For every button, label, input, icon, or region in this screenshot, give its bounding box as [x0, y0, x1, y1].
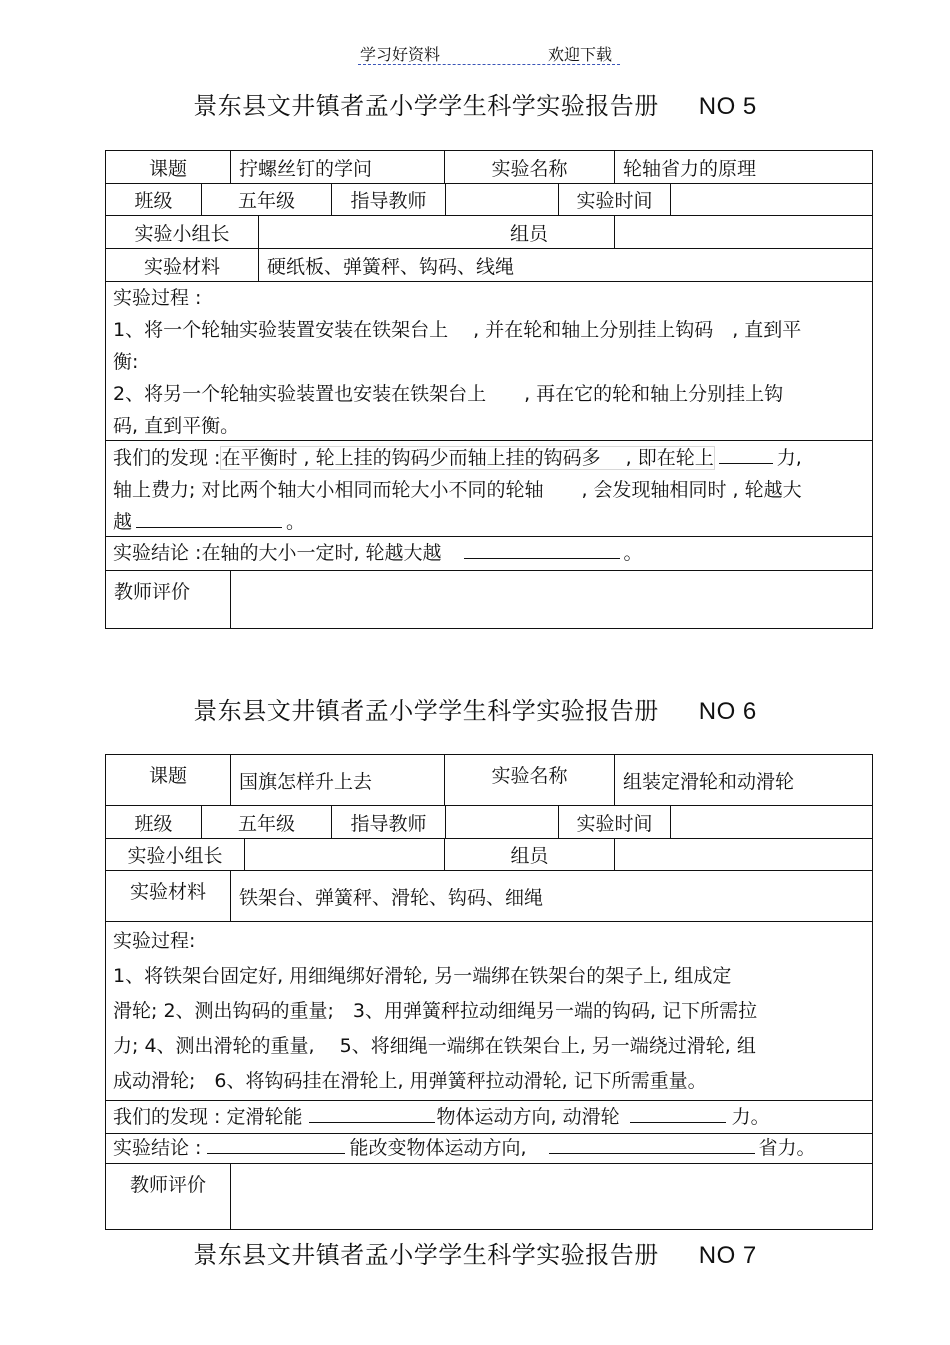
- finding-section: [113, 442, 866, 538]
- exp-name-value: 组装定滑轮和动滑轮: [614, 755, 872, 805]
- eval-value: [230, 571, 872, 628]
- member-value: [614, 216, 872, 248]
- report6-table: [105, 754, 873, 1230]
- header-left-text: 学习好资料: [360, 45, 441, 64]
- finding-blank-2: [136, 509, 282, 528]
- conclusion-blank: [207, 1135, 345, 1154]
- finding-line3-start: 越: [113, 511, 133, 533]
- member-label: 组员: [509, 222, 548, 245]
- conclusion-text: 在轴的大小一定时, 轮越大越: [201, 542, 442, 564]
- process-line: 1、将一个轮轴实验装置安装在铁架台上 , 并在轮和轴上分别挂上钩码 , 直到平: [113, 319, 802, 341]
- finding-text-mid: 物体运动方向, 动滑轮: [436, 1106, 620, 1128]
- report5-table: [105, 150, 873, 629]
- topic-label: 课题: [148, 157, 187, 180]
- time-value: [670, 806, 872, 838]
- report6-row-topic: [106, 755, 872, 806]
- report5-row-leader: [106, 216, 872, 249]
- report5-row-eval: [106, 571, 872, 628]
- report5-row-materials: [106, 249, 872, 282]
- conclusion-end: 。: [623, 542, 643, 564]
- report6-number: NO 6: [698, 698, 757, 725]
- finding-label: 我们的发现 :: [113, 1106, 221, 1128]
- materials-value: 铁架台、弹簧秤、滑轮、钩码、细绳: [230, 871, 872, 921]
- finding-line2: 轴上费力; 对比两个轴大小相同而轮大小不同的轮轴 , 会发现轴相同时 , 轮越大: [113, 479, 802, 501]
- leader-label: 实验小组长: [127, 845, 223, 867]
- finding-text: 在平衡时 , 轮上挂的钩码少而轴上挂的钩码多 , 即在轮上: [221, 447, 714, 469]
- finding-section: [113, 1101, 866, 1133]
- report6-row-finding: [106, 1101, 872, 1134]
- conclusion-end: 省力。: [758, 1137, 816, 1159]
- conclusion-label: 实验结论 :: [113, 542, 202, 564]
- class-value: 五年级: [201, 806, 331, 838]
- member-value: [614, 839, 872, 870]
- process-label: 实验过程:: [113, 930, 196, 952]
- time-label: 实验时间: [558, 806, 670, 838]
- teacher-value: [445, 806, 558, 838]
- finding-label: 我们的发现 :: [113, 447, 221, 469]
- finding-line3-end: 。: [286, 511, 306, 533]
- finding-text: 定滑轮能: [226, 1106, 303, 1128]
- class-label: 班级: [134, 190, 173, 212]
- conclusion-blank: [464, 540, 620, 559]
- report6-row-eval: [106, 1164, 872, 1229]
- eval-label: 教师评价: [114, 581, 191, 603]
- report5-row-class: [106, 184, 872, 216]
- report5-number: NO 5: [698, 93, 757, 120]
- eval-value: [230, 1164, 872, 1229]
- conclusion-section: [113, 1132, 866, 1164]
- report5-title: [0, 86, 950, 121]
- conclusion-section: [113, 537, 866, 569]
- process-label: 实验过程 :: [113, 287, 202, 309]
- eval-label: 教师评价: [129, 1174, 206, 1196]
- report7-title: [0, 1235, 950, 1270]
- process-section: [113, 282, 866, 442]
- finding-text-end: 力,: [776, 447, 802, 469]
- process-line: 成动滑轮; 6、将钩码挂在滑轮上, 用弹簧秤拉动滑轮, 记下所需重量。: [113, 1070, 707, 1092]
- materials-label: 实验材料: [129, 881, 206, 903]
- exp-name-label: 实验名称: [444, 151, 614, 183]
- header-divider: [358, 64, 620, 65]
- report5-row-finding: [106, 441, 872, 537]
- exp-name-label: 实验名称: [444, 755, 614, 805]
- class-value: 五年级: [201, 184, 331, 215]
- finding-blank: [309, 1104, 435, 1123]
- process-line: 滑轮; 2、测出钩码的重量; 3、用弹簧秤拉动细绳另一端的钩码, 记下所需拉: [113, 1000, 758, 1022]
- materials-value: 硬纸板、弹簧秤、钩码、线绳: [258, 249, 872, 281]
- header-right-text: 欢迎下载: [548, 45, 613, 64]
- process-section: [113, 924, 866, 1099]
- report7-title-text: 景东县文井镇者孟小学学生科学实验报告册: [193, 1241, 659, 1269]
- teacher-label: 指导教师: [331, 806, 445, 838]
- report6-row-materials: [106, 871, 872, 922]
- report6-row-process: [106, 922, 872, 1101]
- time-value: [670, 184, 872, 215]
- leader-label: 实验小组长: [134, 222, 230, 245]
- process-line: 2、将另一个轮轴实验装置也安装在铁架台上 , 再在它的轮和轴上分别挂上钩: [113, 383, 784, 405]
- exp-name-value: 轮轴省力的原理: [614, 151, 872, 183]
- report5-row-topic: [106, 151, 872, 184]
- topic-value: 拧螺丝钉的学问: [230, 151, 444, 183]
- process-line: 衡:: [113, 351, 139, 373]
- finding-blank: [719, 445, 773, 464]
- teacher-label: 指导教师: [331, 184, 445, 215]
- finding-text-end: 力。: [731, 1106, 770, 1128]
- conclusion-blank-2: [549, 1135, 755, 1154]
- process-line: 1、将铁架台固定好, 用细绳绑好滑轮, 另一端绑在铁架台的架子上, 组成定: [113, 965, 732, 987]
- process-line: 力; 4、测出滑轮的重量, 5、将细绳一端绑在铁架台上, 另一端绕过滑轮, 组: [113, 1035, 756, 1057]
- process-line: 码, 直到平衡。: [113, 415, 240, 437]
- conclusion-text: 能改变物体运动方向,: [349, 1137, 527, 1159]
- report6-title-text: 景东县文井镇者孟小学学生科学实验报告册: [193, 697, 659, 725]
- finding-blank-2: [630, 1104, 726, 1123]
- topic-label: 课题: [148, 765, 187, 787]
- report6-row-conclusion: [106, 1134, 872, 1164]
- report5-title-text: 景东县文井镇者孟小学学生科学实验报告册: [193, 92, 659, 120]
- conclusion-label: 实验结论 :: [113, 1137, 202, 1159]
- leader-value: [244, 839, 444, 870]
- topic-value: 国旗怎样升上去: [230, 755, 444, 805]
- time-label: 实验时间: [558, 184, 670, 215]
- member-label: 组员: [444, 839, 614, 870]
- report5-row-conclusion: [106, 537, 872, 571]
- class-label: 班级: [134, 812, 173, 835]
- report5-row-process: [106, 282, 872, 441]
- report6-title: [0, 691, 950, 726]
- report6-row-leader: [106, 839, 872, 871]
- teacher-value: [445, 184, 558, 215]
- report7-number: NO 7: [698, 1242, 757, 1269]
- report6-row-class: [106, 806, 872, 839]
- materials-label: 实验材料: [143, 255, 220, 278]
